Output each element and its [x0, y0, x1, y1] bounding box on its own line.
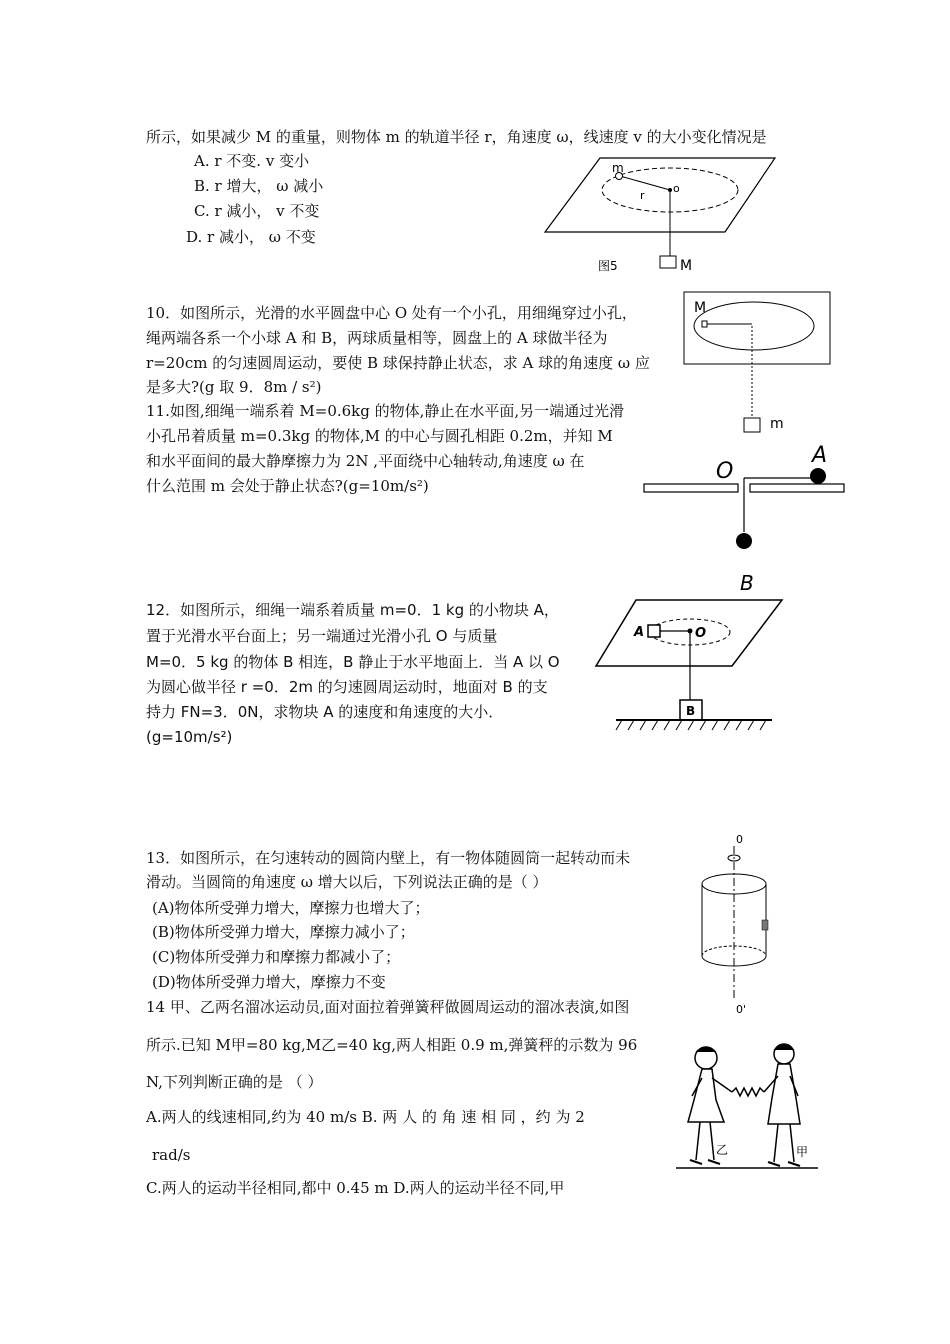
q10-line-1: 10．如图所示，光滑的水平圆盘中心 O 处有一个小孔，用细绳穿过小孔，: [146, 304, 637, 322]
q11-label-A: A: [812, 443, 828, 468]
q9-option-a: A. r 不变. v 变小: [194, 152, 310, 170]
q10-line-2: 绳两端各系一个小球 A 和 B，两球质量相等，圆盘上的 A 球做半径为: [146, 329, 608, 347]
q11-line-2: 小孔吊着质量 m=0.3kg 的物体,M 的中心与圆孔相距 0.2m，并知 M: [146, 427, 613, 445]
q13-line-2: 滑动。当圆筒的角速度 ω 增大以后，下列说法正确的是（ ）: [146, 873, 548, 891]
q9-stem: 所示，如果减少 M 的重量，则物体 m 的轨道半径 r，角速度 ω，线速度 v 的大小变化情况是: [146, 128, 767, 146]
q9-label-r: r: [640, 189, 645, 202]
q12-line-6: (g=10m/s²): [146, 728, 233, 746]
q12-label-B-top: B: [740, 571, 754, 595]
q12-line-3: M=0．5 kg 的物体 B 相连，B 静止于水平地面上．当 A 以 O: [146, 653, 560, 671]
q12-line-4: 为圆心做半径 r =0．2m 的匀速圆周运动时，地面对 B 的支: [146, 678, 548, 696]
q11-line-3: 和水平面间的最大静摩擦力为 2N ,平面绕中心轴转动,角速度 ω 在: [146, 452, 585, 470]
q14-figure: [672, 1036, 822, 1178]
q14-line-2: 所示.已知 M甲=80 kg,M乙=40 kg,两人相距 0.9 m,弹簧秤的示数为 96: [146, 1036, 638, 1054]
q13-option-d: (D)物体所受弹力增大，摩擦力不变: [152, 973, 386, 991]
q13-label-bottom: 0': [736, 1003, 747, 1014]
q12-figure: [592, 570, 792, 742]
q13-line-1: 13．如图所示，在匀速转动的圆筒内壁上，有一物体随圆筒一起转动而未: [146, 849, 631, 867]
q13-label-top: 0: [736, 833, 743, 846]
q14-line-3: N,下列判断正确的是 （ ）: [146, 1073, 323, 1091]
q12-line-5: 持力 FN=3．0N，求物块 A 的速度和角速度的大小．: [146, 703, 504, 721]
q14-label-jia: 甲: [796, 1145, 809, 1159]
q10-label-m: m: [770, 416, 784, 432]
q9-label-o: o: [673, 182, 680, 195]
q9-option-d: D. r 减小， ω 不变: [186, 228, 316, 246]
q13-figure: [690, 832, 780, 1014]
q12-line-2: 置于光滑水平台面上；另一端通过光滑小孔 O 与质量: [146, 627, 498, 645]
q10-line-3: r=20cm 的匀速圆周运动，要使 B 球保持静止状态，求 A 球的角速度 ω 应: [146, 354, 650, 372]
q13-option-c: (C)物体所受弹力和摩擦力都减小了；: [152, 948, 401, 966]
q10-label-M: M: [694, 300, 707, 316]
q12-label-O: O: [695, 626, 707, 641]
q14-option-c-d: C.两人的运动半径相同,都中 0.45 m D.两人的运动半径不同,甲: [146, 1179, 565, 1197]
q9-figure: [540, 152, 790, 277]
q10-line-4: 是多大?(g 取 9．8m / s²): [146, 378, 322, 396]
q14-option-b-cont: rad/s: [152, 1146, 191, 1164]
q11-figure: [642, 440, 848, 556]
q14-label-yi: 乙: [716, 1143, 729, 1157]
q11-line-1: 11.如图,细绳一端系着 M=0.6kg 的物体,静止在水平面,另一端通过光滑: [146, 402, 625, 420]
q12-label-B-block: B: [686, 704, 696, 718]
q13-option-a: (A)物体所受弹力增大，摩擦力也增大了；: [152, 899, 430, 917]
q11-line-4: 什么范围 m 会处于静止状态?(g=10m/s²): [146, 477, 429, 495]
q11-label-O: O: [716, 459, 734, 484]
q14-line-1: 14 甲、乙两名溜冰运动员,面对面拉着弹簧秤做圆周运动的溜冰表演,如图: [146, 998, 630, 1016]
q12-line-1: 12．如图所示，细绳一端系着质量 m=0．1 kg 的小物块 A，: [146, 601, 559, 619]
q13-option-b: (B)物体所受弹力增大，摩擦力减小了；: [152, 923, 415, 941]
q10-figure: [682, 290, 834, 440]
q9-option-b: B. r 增大， ω 减小: [194, 177, 324, 195]
q9-caption: 图5: [598, 259, 618, 273]
q14-option-a-b: A.两人的线速相同,约为 40 m/s B. 两 人 的 角 速 相 同 ，约 为 2: [146, 1108, 585, 1126]
q12-label-A: A: [634, 625, 645, 640]
q9-label-m: m: [612, 161, 624, 175]
q9-label-M: M: [680, 258, 693, 274]
q9-option-c: C. r 减小， v 不变: [194, 202, 320, 220]
